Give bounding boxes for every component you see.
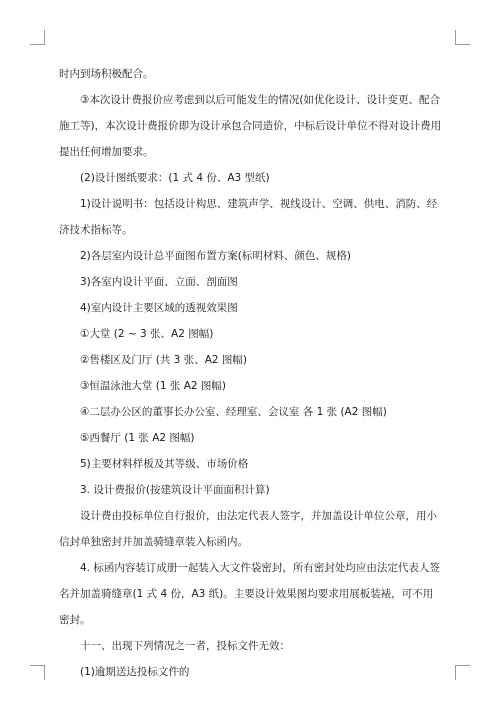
paragraph: (2)设计图纸要求：(1 式 4 份、A3 型纸) [80,172,270,184]
paragraph: ⑤西餐厅 (1 张 A2 图幅) [80,432,195,444]
paragraph: 3. 设计费报价(按建筑设计平面面积计算) [80,484,270,496]
crop-mark-top-right [455,30,470,45]
crop-mark-bottom-right [455,665,470,680]
paragraph: 3)各室内设计平面、立面、剖面图 [80,276,238,288]
paragraph: ②售楼区及门厅 (共 3 张、A2 图幅) [80,354,247,366]
paragraph: ③恒温泳池大堂 (1 张 A2 图幅) [80,380,226,392]
paragraph: ④二层办公区的董事长办公室、经理室、会议室 各 1 张 (A2 图幅) [80,406,387,418]
crop-mark-top-left [30,30,45,45]
document-body [59,61,443,685]
crop-mark-bottom-left [30,665,45,680]
paragraph: 5)主要材料样板及其等级、市场价格 [80,458,249,470]
paragraph: (1)逾期送达投标文件的 [80,666,190,678]
paragraph: 时内到场积极配合。 [59,68,154,80]
paragraph: 设计费由投标单位自行报价，由法定代表人签字，并加盖设计单位公章，用小信封单独密封并加盖骑缝章装入标函内。 [59,510,437,548]
paragraph: 2)各层室内设计总平面图布置方案(标明材料、颜色、规格) [80,250,351,262]
paragraph: 十一、出现下列情况之一者，投标文件无效： [80,640,290,652]
paragraph: 4)室内设计主要区域的透视效果图 [80,302,238,314]
paragraph: ③本次设计费报价应考虑到以后可能发生的情况(如优化设计、设计变更、配合施工等)，本次设计费报价即为设计承包合同造价，中标后设计单位不得对设计费用提出任何增加要求。 [59,94,442,158]
paragraph: 1)设计说明书：包括设计构思、建筑声学、视线设计、空调、供电、消防、经济技术指标等。 [59,198,438,236]
paragraph: ①大堂 (2 ~ 3 张、A2 图幅) [80,328,214,340]
paragraph: 4. 标函内容装订成册一起装入大文件袋密封，所有密封处均应由法定代表人签名并加盖骑缝章(1 式 4 份，A3 纸)。主要设计效果图均要求用展板装裱，可不用密封。 [59,562,440,626]
